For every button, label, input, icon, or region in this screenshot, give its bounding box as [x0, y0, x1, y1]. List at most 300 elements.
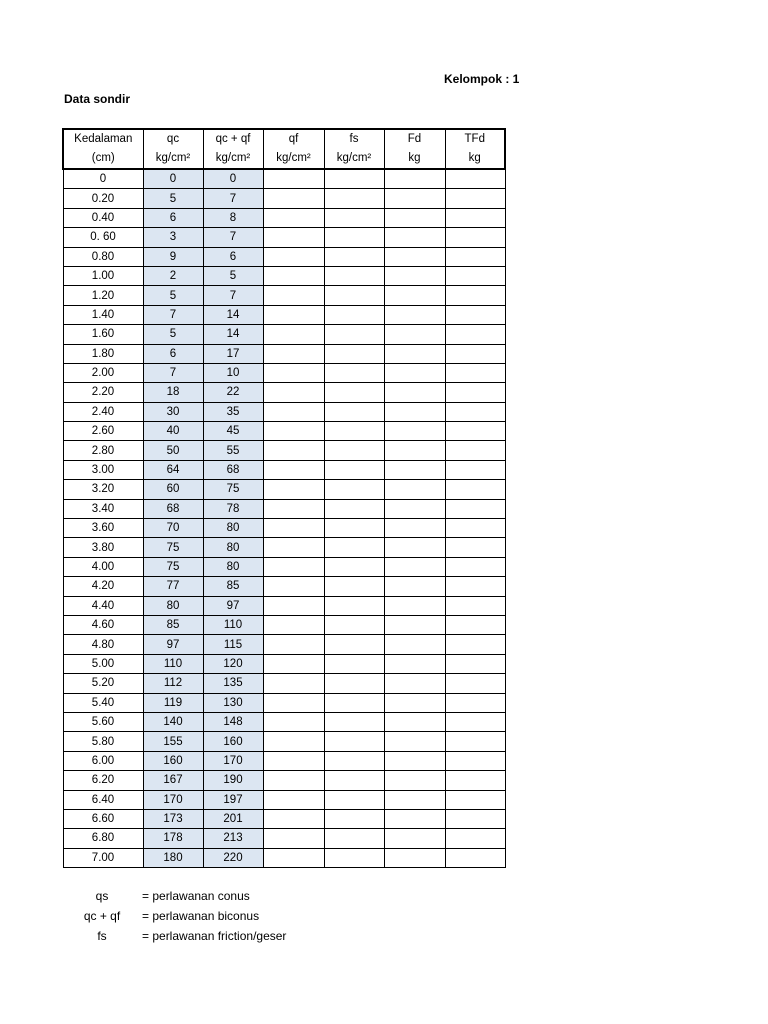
- table-cell: [263, 422, 324, 441]
- table-row: [63, 848, 505, 867]
- table-cell: [263, 247, 324, 266]
- table-cell: [324, 712, 384, 731]
- table-cell: 170: [143, 790, 203, 809]
- col-unit-qc-qf: kg/cm²: [203, 149, 263, 169]
- table-row: [63, 460, 505, 479]
- table-cell: [263, 790, 324, 809]
- table-row: [63, 635, 505, 654]
- table-cell: 7: [203, 189, 263, 208]
- table-cell: [263, 266, 324, 285]
- table-cell: 1.60: [63, 325, 143, 344]
- table-cell: 0: [203, 169, 263, 189]
- table-cell: 45: [203, 422, 263, 441]
- table-cell: 97: [203, 596, 263, 615]
- table-cell: [445, 383, 505, 402]
- table-cell: 6.40: [63, 790, 143, 809]
- table-cell: 130: [203, 693, 263, 712]
- table-cell: 68: [203, 460, 263, 479]
- table-cell: 5.60: [63, 712, 143, 731]
- table-cell: 6.20: [63, 771, 143, 790]
- table-cell: [384, 480, 445, 499]
- table-cell: [445, 751, 505, 770]
- table-cell: 1.80: [63, 344, 143, 363]
- table-row: [63, 247, 505, 266]
- table-cell: [263, 577, 324, 596]
- table-row: [63, 790, 505, 809]
- legend-row: [62, 886, 286, 906]
- table-cell: 160: [203, 732, 263, 751]
- table-cell: [263, 499, 324, 518]
- table-cell: [445, 732, 505, 751]
- table-cell: [324, 693, 384, 712]
- table-cell: [263, 402, 324, 421]
- table-cell: 10: [203, 363, 263, 382]
- document-title: Data sondir: [64, 92, 131, 106]
- table-cell: [324, 848, 384, 867]
- table-cell: [263, 363, 324, 382]
- table-row: [63, 344, 505, 363]
- table-cell: [263, 674, 324, 693]
- table-cell: [324, 654, 384, 673]
- table-cell: [384, 189, 445, 208]
- table-cell: [263, 286, 324, 305]
- table-cell: [263, 441, 324, 460]
- table-cell: [384, 402, 445, 421]
- table-cell: [384, 596, 445, 615]
- table-cell: [384, 325, 445, 344]
- table-cell: 30: [143, 402, 203, 421]
- table-cell: 4.40: [63, 596, 143, 615]
- table-row: [63, 441, 505, 460]
- table-cell: 5.80: [63, 732, 143, 751]
- table-cell: [263, 480, 324, 499]
- col-header-fs: fs: [324, 129, 384, 149]
- table-cell: [324, 344, 384, 363]
- legend: [62, 886, 286, 946]
- table-cell: [384, 247, 445, 266]
- table-cell: 4.80: [63, 635, 143, 654]
- table-cell: 5.00: [63, 654, 143, 673]
- table-cell: [324, 790, 384, 809]
- table-cell: [384, 266, 445, 285]
- table-cell: 173: [143, 809, 203, 828]
- legend-description: = perlawanan biconus: [142, 909, 260, 923]
- table-cell: 18: [143, 383, 203, 402]
- table-cell: [384, 751, 445, 770]
- table-row: [63, 654, 505, 673]
- table-cell: 22: [203, 383, 263, 402]
- table-cell: 3.80: [63, 538, 143, 557]
- table-cell: [263, 189, 324, 208]
- table-cell: [263, 693, 324, 712]
- col-unit-kedalaman: (cm): [63, 149, 143, 169]
- table-cell: 6: [203, 247, 263, 266]
- table-cell: 50: [143, 441, 203, 460]
- table-cell: 5: [143, 325, 203, 344]
- table-cell: 178: [143, 829, 203, 848]
- table-cell: [324, 169, 384, 189]
- table-cell: [445, 771, 505, 790]
- table-cell: [445, 441, 505, 460]
- table-cell: [324, 538, 384, 557]
- table-row: [63, 402, 505, 421]
- table-cell: 14: [203, 325, 263, 344]
- table-cell: 2.40: [63, 402, 143, 421]
- table-cell: [445, 286, 505, 305]
- table-cell: [445, 577, 505, 596]
- table-cell: [263, 228, 324, 247]
- table-cell: 160: [143, 751, 203, 770]
- col-unit-fd: kg: [384, 149, 445, 169]
- table-cell: 3.00: [63, 460, 143, 479]
- table-cell: [445, 189, 505, 208]
- table-cell: 170: [203, 751, 263, 770]
- legend-description: = perlawanan conus: [142, 889, 250, 903]
- table-cell: [263, 712, 324, 731]
- table-cell: [384, 441, 445, 460]
- table-row: [63, 266, 505, 285]
- legend-symbol: fs: [97, 929, 107, 943]
- col-header-qf: qf: [263, 129, 324, 149]
- table-cell: [445, 480, 505, 499]
- table-cell: [445, 654, 505, 673]
- table-cell: 75: [143, 538, 203, 557]
- table-cell: 120: [203, 654, 263, 673]
- col-header-tfd: TFd: [445, 129, 505, 149]
- table-cell: 40: [143, 422, 203, 441]
- table-cell: 55: [203, 441, 263, 460]
- table-cell: 5.40: [63, 693, 143, 712]
- table-cell: 140: [143, 712, 203, 731]
- table-cell: [384, 208, 445, 227]
- table-row: [63, 771, 505, 790]
- col-unit-qf: kg/cm²: [263, 149, 324, 169]
- table-cell: 68: [143, 499, 203, 518]
- table-cell: [445, 809, 505, 828]
- table-cell: [324, 228, 384, 247]
- table-cell: [384, 499, 445, 518]
- table-cell: 2: [143, 266, 203, 285]
- table-cell: [263, 596, 324, 615]
- table-cell: 201: [203, 809, 263, 828]
- table-cell: 80: [203, 557, 263, 576]
- table-cell: [384, 712, 445, 731]
- table-cell: 0. 60: [63, 228, 143, 247]
- table-cell: [324, 325, 384, 344]
- table-cell: 35: [203, 402, 263, 421]
- table-cell: [384, 422, 445, 441]
- table-cell: 119: [143, 693, 203, 712]
- table-cell: [263, 460, 324, 479]
- table-cell: [384, 674, 445, 693]
- table-cell: 1.40: [63, 305, 143, 324]
- table-cell: [263, 305, 324, 324]
- table-cell: [263, 325, 324, 344]
- table-cell: [324, 635, 384, 654]
- table-cell: 4.20: [63, 577, 143, 596]
- group-label: Kelompok : 1: [444, 72, 520, 86]
- sondir-data-table: [62, 128, 506, 868]
- legend-row: [62, 926, 286, 946]
- table-cell: 115: [203, 635, 263, 654]
- table-cell: 64: [143, 460, 203, 479]
- col-header-kedalaman: Kedalaman: [63, 129, 143, 149]
- table-cell: [263, 654, 324, 673]
- table-cell: [324, 557, 384, 576]
- table-row: [63, 422, 505, 441]
- table-cell: [384, 790, 445, 809]
- col-unit-fs: kg/cm²: [324, 149, 384, 169]
- table-cell: [445, 635, 505, 654]
- table-cell: 110: [143, 654, 203, 673]
- table-cell: [445, 596, 505, 615]
- table-row: [63, 519, 505, 538]
- table-cell: [263, 635, 324, 654]
- table-cell: [324, 422, 384, 441]
- table-cell: 180: [143, 848, 203, 867]
- col-unit-tfd: kg: [445, 149, 505, 169]
- table-cell: 85: [203, 577, 263, 596]
- table-cell: 3.20: [63, 480, 143, 499]
- table-cell: [324, 674, 384, 693]
- table-cell: 1.00: [63, 266, 143, 285]
- table-cell: 0: [63, 169, 143, 189]
- table-cell: [263, 848, 324, 867]
- table-cell: [263, 557, 324, 576]
- header-row-units: [63, 149, 505, 169]
- table-cell: 6: [143, 344, 203, 363]
- table-cell: [445, 344, 505, 363]
- table-cell: [384, 693, 445, 712]
- table-cell: [445, 247, 505, 266]
- table-cell: [445, 615, 505, 634]
- table-cell: [263, 771, 324, 790]
- table-cell: 7: [203, 228, 263, 247]
- table-cell: 3.60: [63, 519, 143, 538]
- table-cell: 75: [203, 480, 263, 499]
- table-row: [63, 829, 505, 848]
- table-cell: [263, 809, 324, 828]
- table-cell: 2.60: [63, 422, 143, 441]
- table-cell: 77: [143, 577, 203, 596]
- table-cell: 220: [203, 848, 263, 867]
- table-cell: 0.20: [63, 189, 143, 208]
- table-cell: 7.00: [63, 848, 143, 867]
- legend-description: = perlawanan friction/geser: [142, 929, 287, 943]
- table-cell: [263, 829, 324, 848]
- table-row: [63, 712, 505, 731]
- table-cell: 6.80: [63, 829, 143, 848]
- table-cell: [445, 519, 505, 538]
- table-cell: [263, 169, 324, 189]
- table-cell: 8: [203, 208, 263, 227]
- table-cell: 0.80: [63, 247, 143, 266]
- table-cell: 197: [203, 790, 263, 809]
- table-row: [63, 228, 505, 247]
- table-row: [63, 674, 505, 693]
- table-cell: [384, 169, 445, 189]
- table-cell: 80: [203, 538, 263, 557]
- table-cell: [445, 829, 505, 848]
- table-cell: 0: [143, 169, 203, 189]
- table-cell: [445, 538, 505, 557]
- table-cell: [384, 557, 445, 576]
- table-cell: [324, 596, 384, 615]
- table-cell: [445, 305, 505, 324]
- table-cell: 60: [143, 480, 203, 499]
- table-cell: [324, 208, 384, 227]
- table-row: [63, 732, 505, 751]
- table-cell: [445, 790, 505, 809]
- table-cell: 213: [203, 829, 263, 848]
- table-cell: [445, 363, 505, 382]
- table-cell: 112: [143, 674, 203, 693]
- table-cell: [384, 363, 445, 382]
- table-cell: [324, 519, 384, 538]
- table-cell: [263, 208, 324, 227]
- table-cell: [445, 169, 505, 189]
- table-cell: 5: [143, 189, 203, 208]
- table-cell: [384, 460, 445, 479]
- table-cell: [263, 383, 324, 402]
- table-cell: [445, 848, 505, 867]
- table-cell: [324, 615, 384, 634]
- table-cell: [384, 286, 445, 305]
- col-header-fd: Fd: [384, 129, 445, 149]
- table-row: [63, 615, 505, 634]
- table-cell: [324, 189, 384, 208]
- table-cell: [324, 499, 384, 518]
- table-row: [63, 169, 505, 189]
- table-cell: 5: [203, 266, 263, 285]
- legend-symbol: qc + qf: [83, 909, 121, 923]
- table-cell: [445, 693, 505, 712]
- col-unit-qc: kg/cm²: [143, 149, 203, 169]
- table-cell: 6: [143, 208, 203, 227]
- table-cell: 110: [203, 615, 263, 634]
- table-cell: [324, 771, 384, 790]
- table-cell: [384, 577, 445, 596]
- table-cell: 4.00: [63, 557, 143, 576]
- table-cell: [324, 266, 384, 285]
- table-row: [63, 751, 505, 770]
- table-cell: [384, 538, 445, 557]
- table-cell: [445, 402, 505, 421]
- table-cell: 17: [203, 344, 263, 363]
- table-cell: 80: [203, 519, 263, 538]
- table-cell: [263, 751, 324, 770]
- table-row: [63, 499, 505, 518]
- table-cell: 70: [143, 519, 203, 538]
- header-row-names: [63, 129, 505, 149]
- table-cell: 5: [143, 286, 203, 305]
- table-cell: [263, 519, 324, 538]
- table-cell: 1.20: [63, 286, 143, 305]
- table-cell: [324, 441, 384, 460]
- table-cell: [384, 383, 445, 402]
- table-cell: [384, 228, 445, 247]
- table-cell: 2.80: [63, 441, 143, 460]
- table-row: [63, 596, 505, 615]
- table-cell: [324, 402, 384, 421]
- table-cell: [384, 635, 445, 654]
- table-cell: [445, 557, 505, 576]
- table-cell: [324, 383, 384, 402]
- table-cell: [324, 480, 384, 499]
- table-cell: 3.40: [63, 499, 143, 518]
- table-cell: [384, 848, 445, 867]
- table-cell: 2.00: [63, 363, 143, 382]
- table-cell: 190: [203, 771, 263, 790]
- table-cell: [384, 654, 445, 673]
- table-cell: [324, 305, 384, 324]
- table-cell: 85: [143, 615, 203, 634]
- table-cell: [445, 422, 505, 441]
- legend-symbol: qs: [95, 889, 109, 903]
- table-cell: [324, 460, 384, 479]
- table-row: [63, 189, 505, 208]
- table-cell: [384, 615, 445, 634]
- table-cell: 78: [203, 499, 263, 518]
- table-cell: [324, 732, 384, 751]
- table-cell: [445, 674, 505, 693]
- table-cell: [324, 577, 384, 596]
- table-cell: [384, 732, 445, 751]
- table-cell: [384, 305, 445, 324]
- table-row: [63, 809, 505, 828]
- table-cell: [263, 344, 324, 363]
- table-cell: [384, 771, 445, 790]
- table-cell: [384, 829, 445, 848]
- table-cell: [324, 751, 384, 770]
- table-cell: 6.00: [63, 751, 143, 770]
- table-row: [63, 383, 505, 402]
- table-row: [63, 538, 505, 557]
- table-cell: 14: [203, 305, 263, 324]
- table-row: [63, 208, 505, 227]
- col-header-qc-qf: qc + qf: [203, 129, 263, 149]
- table-cell: 80: [143, 596, 203, 615]
- legend-row: [62, 906, 286, 926]
- table-cell: [384, 519, 445, 538]
- table-row: [63, 325, 505, 344]
- table-cell: [445, 325, 505, 344]
- table-cell: 4.60: [63, 615, 143, 634]
- table-cell: [324, 286, 384, 305]
- table-cell: 5.20: [63, 674, 143, 693]
- table-cell: 0.40: [63, 208, 143, 227]
- table-row: [63, 480, 505, 499]
- table-cell: 148: [203, 712, 263, 731]
- table-row: [63, 577, 505, 596]
- table-cell: 6.60: [63, 809, 143, 828]
- table-row: [63, 286, 505, 305]
- table-row: [63, 557, 505, 576]
- table-cell: 9: [143, 247, 203, 266]
- table-body: [63, 169, 505, 868]
- table-cell: [445, 228, 505, 247]
- table-cell: [324, 363, 384, 382]
- table-cell: 7: [203, 286, 263, 305]
- table-cell: [445, 712, 505, 731]
- table-cell: [263, 615, 324, 634]
- table-cell: [445, 499, 505, 518]
- table-cell: [445, 460, 505, 479]
- table-cell: [324, 247, 384, 266]
- table-cell: [384, 809, 445, 828]
- table-row: [63, 693, 505, 712]
- table-cell: [445, 266, 505, 285]
